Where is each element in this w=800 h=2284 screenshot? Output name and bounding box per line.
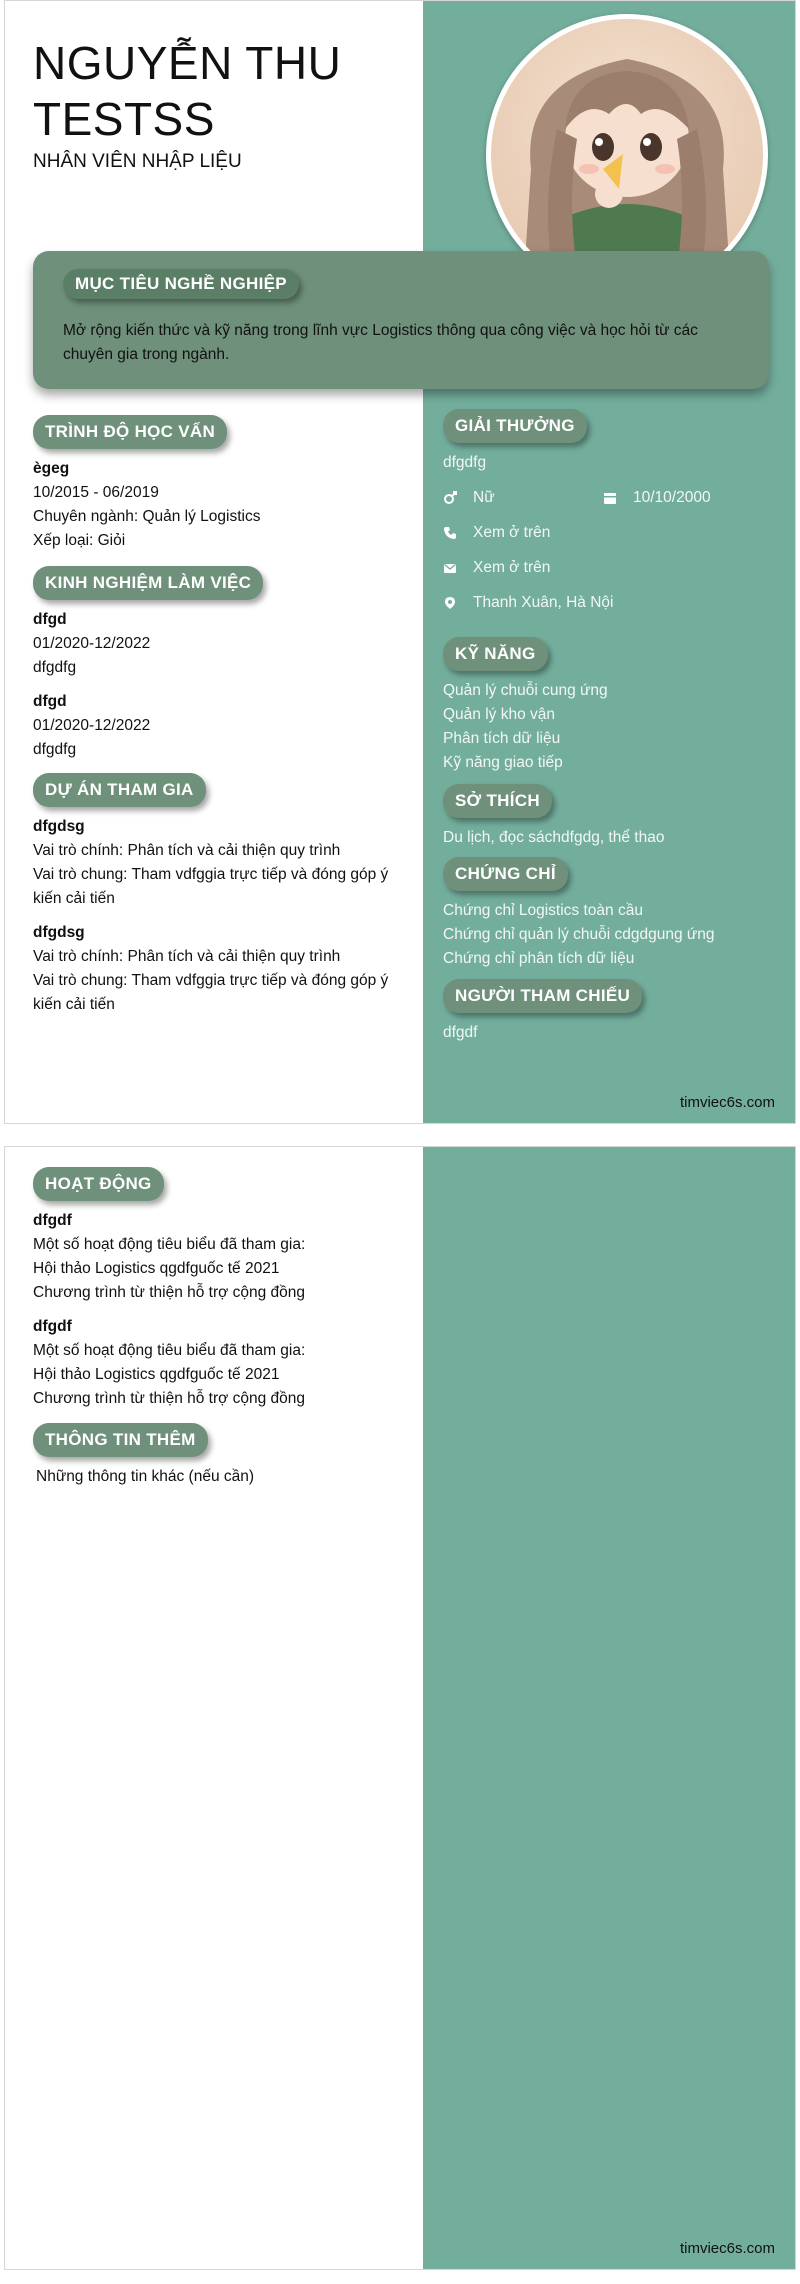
activity-name: dfgdf xyxy=(33,1212,72,1229)
email-row xyxy=(443,559,550,577)
activity-line: Chương trình từ thiện hỗ trợ cộng đồng xyxy=(33,1390,306,1407)
education-school: ègeg xyxy=(33,460,70,477)
calendar-icon xyxy=(603,491,617,505)
activity-item xyxy=(33,1315,393,1411)
activities-heading: HOẠT ĐỘNG xyxy=(33,1167,164,1201)
name-line-1: NGUYỄN THU xyxy=(33,37,342,89)
experience-item xyxy=(33,690,393,762)
birthday-value: 10/10/2000 xyxy=(633,489,711,506)
awards-section xyxy=(443,409,773,475)
career-objective-box xyxy=(33,251,769,389)
certificate-item: Chứng chỉ Logistics toàn cầu xyxy=(443,902,643,919)
gender-icon xyxy=(443,491,457,505)
project-name: dfgdsg xyxy=(33,924,85,941)
gender-row xyxy=(443,489,495,507)
project-name: dfgdsg xyxy=(33,818,85,835)
skills-heading: KỸ NĂNG xyxy=(443,637,548,671)
sidebar-column xyxy=(423,1147,795,2269)
project-item xyxy=(33,815,393,911)
objective-heading: MỤC TIÊU NGHỀ NGHIỆP xyxy=(63,269,299,299)
skill-item: Quản lý chuỗi cung ứng xyxy=(443,682,608,699)
activities-section xyxy=(33,1167,393,1411)
hobbies-text: Du lịch, đọc sáchdfgdg, thể thao xyxy=(443,829,665,846)
experience-desc: dfgdfg xyxy=(33,659,77,676)
education-period: 10/2015 - 06/2019 xyxy=(33,484,159,501)
experience-desc: dfgdfg xyxy=(33,741,77,758)
certificates-section xyxy=(443,857,773,971)
email-value: Xem ở trên xyxy=(473,559,551,576)
activity-line: Hội thảo Logistics qgdfguốc tế 2021 xyxy=(33,1260,280,1277)
skills-section xyxy=(443,637,773,775)
envelope-icon xyxy=(443,561,457,575)
gender-value: Nữ xyxy=(473,489,495,506)
activity-line: Hội thảo Logistics qgdfguốc tế 2021 xyxy=(33,1366,280,1383)
project-main-role: Vai trò chính: Phân tích và cải thiện quy trình xyxy=(33,948,341,965)
references-text: dfgdf xyxy=(443,1024,478,1041)
activity-line: Một số hoạt động tiêu biểu đã tham gia: xyxy=(33,1236,306,1253)
extra-info-heading: THÔNG TIN THÊM xyxy=(33,1423,208,1457)
phone-row xyxy=(443,524,550,542)
project-common-role: Vai trò chung: Tham vdfggia trực tiếp và đóng góp ý kiến cải tiến xyxy=(33,972,389,1013)
activity-line: Chương trình từ thiện hỗ trợ cộng đồng xyxy=(33,1284,306,1301)
phone-icon xyxy=(443,526,457,540)
address-value: Thanh Xuân, Hà Nội xyxy=(473,594,614,611)
certificate-item: Chứng chỉ quản lý chuỗi cdgdgung ứng xyxy=(443,926,715,943)
hobbies-section xyxy=(443,784,773,850)
skill-item: Phân tích dữ liệu xyxy=(443,730,561,747)
project-item xyxy=(33,921,393,1017)
projects-section xyxy=(33,773,393,1017)
experience-period: 01/2020-12/2022 xyxy=(33,717,151,734)
skill-item: Kỹ năng giao tiếp xyxy=(443,754,563,771)
awards-heading: GIẢI THƯỞNG xyxy=(443,409,587,443)
skill-item: Quản lý kho vận xyxy=(443,706,556,723)
education-section xyxy=(33,415,393,553)
experience-period: 01/2020-12/2022 xyxy=(33,635,151,652)
project-main-role: Vai trò chính: Phân tích và cải thiện quy trình xyxy=(33,842,341,859)
references-heading: NGƯỜI THAM CHIẾU xyxy=(443,979,642,1013)
extra-info-text: Những thông tin khác (nếu cần) xyxy=(36,1468,255,1485)
job-title: NHÂN VIÊN NHẬP LIỆU xyxy=(33,151,242,172)
education-major: Chuyên ngành: Quản lý Logistics xyxy=(33,508,261,525)
awards-text: dfgdfg xyxy=(443,454,487,471)
name-line-2: TESTSS xyxy=(33,93,215,145)
activity-line: Một số hoạt động tiêu biểu đã tham gia: xyxy=(33,1342,306,1359)
certificate-item: Chứng chỉ phân tích dữ liệu xyxy=(443,950,635,967)
extra-info-section xyxy=(33,1423,393,1489)
certificates-heading: CHỨNG CHỈ xyxy=(443,857,568,891)
activity-name: dfgdf xyxy=(33,1318,72,1335)
cv-page-1 xyxy=(4,0,796,1124)
experience-section xyxy=(33,566,393,762)
education-grade: Xếp loại: Giỏi xyxy=(33,532,126,549)
activity-item xyxy=(33,1209,393,1305)
footer-brand[interactable]: timviec6s.com xyxy=(679,2240,775,2257)
hobbies-heading: SỞ THÍCH xyxy=(443,784,552,818)
experience-heading: KINH NGHIỆM LÀM VIỆC xyxy=(33,566,263,600)
projects-heading: DỰ ÁN THAM GIA xyxy=(33,773,206,807)
cv-page-2 xyxy=(4,1146,796,2270)
experience-item xyxy=(33,608,393,680)
experience-company: dfgd xyxy=(33,611,67,628)
candidate-name xyxy=(33,35,341,147)
footer-brand[interactable]: timviec6s.com xyxy=(679,1094,775,1111)
birthday-row xyxy=(603,489,711,507)
phone-value: Xem ở trên xyxy=(473,524,551,541)
address-row xyxy=(443,594,613,612)
references-section xyxy=(443,979,773,1045)
education-heading: TRÌNH ĐỘ HỌC VẤN xyxy=(33,415,227,449)
project-common-role: Vai trò chung: Tham vdfggia trực tiếp và đóng góp ý kiến cải tiến xyxy=(33,866,389,907)
map-pin-icon xyxy=(443,596,457,610)
experience-company: dfgd xyxy=(33,693,67,710)
objective-text: Mở rộng kiến thức và kỹ năng trong lĩnh vực Logistics thông qua công việc và học hỏi từ các chuyên gia trong ngành. xyxy=(63,322,698,363)
